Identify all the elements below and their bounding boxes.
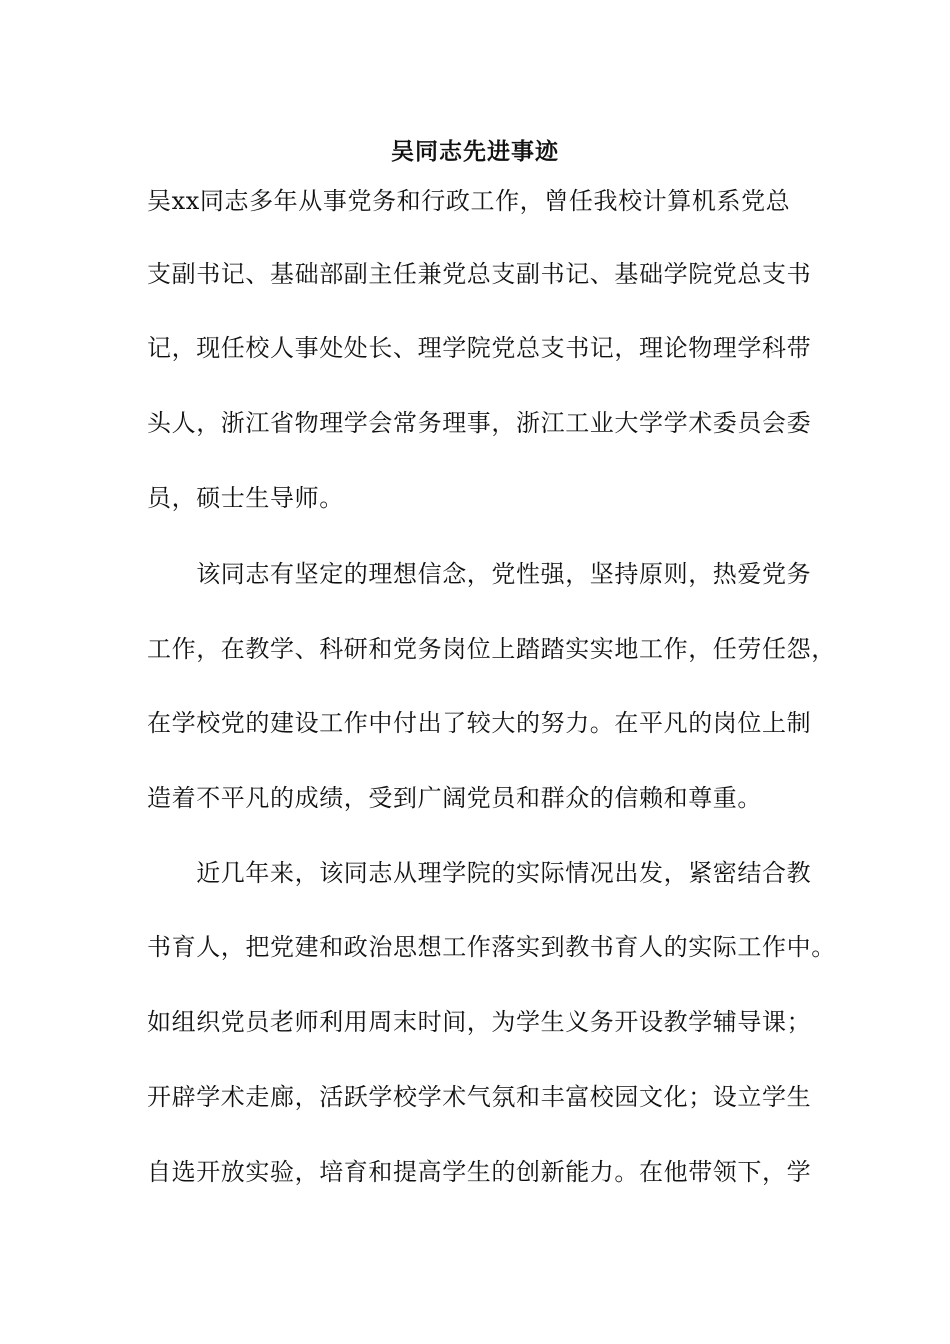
body-text-line: 开辟学术走廊，活跃学校学术气氛和丰富校园文化；设立学生 xyxy=(147,1083,812,1111)
body-text-line: 支副书记、基础部副主任兼党总支副书记、基础学院党总支书 xyxy=(147,260,812,288)
body-text-line: 自选开放实验，培育和提高学生的创新能力。在他带领下，学 xyxy=(147,1158,812,1186)
body-text-line: 吴xx同志多年从事党务和行政工作，曾任我校计算机系党总 xyxy=(147,187,791,215)
body-text-line: 近几年来，该同志从理学院的实际情况出发，紧密结合教 xyxy=(147,859,812,887)
document-title: 吴同志先进事迹 xyxy=(391,138,559,165)
body-text-line: 造着不平凡的成绩，受到广阔党员和群众的信赖和尊重。 xyxy=(147,784,762,812)
body-text-line: 书育人，把党建和政治思想工作落实到教书育人的实际工作中。 xyxy=(147,933,836,961)
body-text-line: 头人，浙江省物理学会常务理事，浙江工业大学学术委员会委 xyxy=(147,409,812,437)
body-text-line: 工作，在教学、科研和党务岗位上踏踏实实地工作，任劳任怨， xyxy=(147,635,836,663)
body-text-line: 在学校党的建设工作中付出了较大的努力。在平凡的岗位上制 xyxy=(147,709,812,737)
body-text-line: 该同志有坚定的理想信念，党性强，坚持原则，热爱党务 xyxy=(147,560,812,588)
body-text-line: 如组织党员老师利用周末时间，为学生义务开设教学辅导课； xyxy=(147,1008,812,1036)
body-text-line: 记，现任校人事处处长、理学院党总支书记，理论物理学科带 xyxy=(147,334,812,362)
body-text-line: 员，硕士生导师。 xyxy=(147,484,344,512)
